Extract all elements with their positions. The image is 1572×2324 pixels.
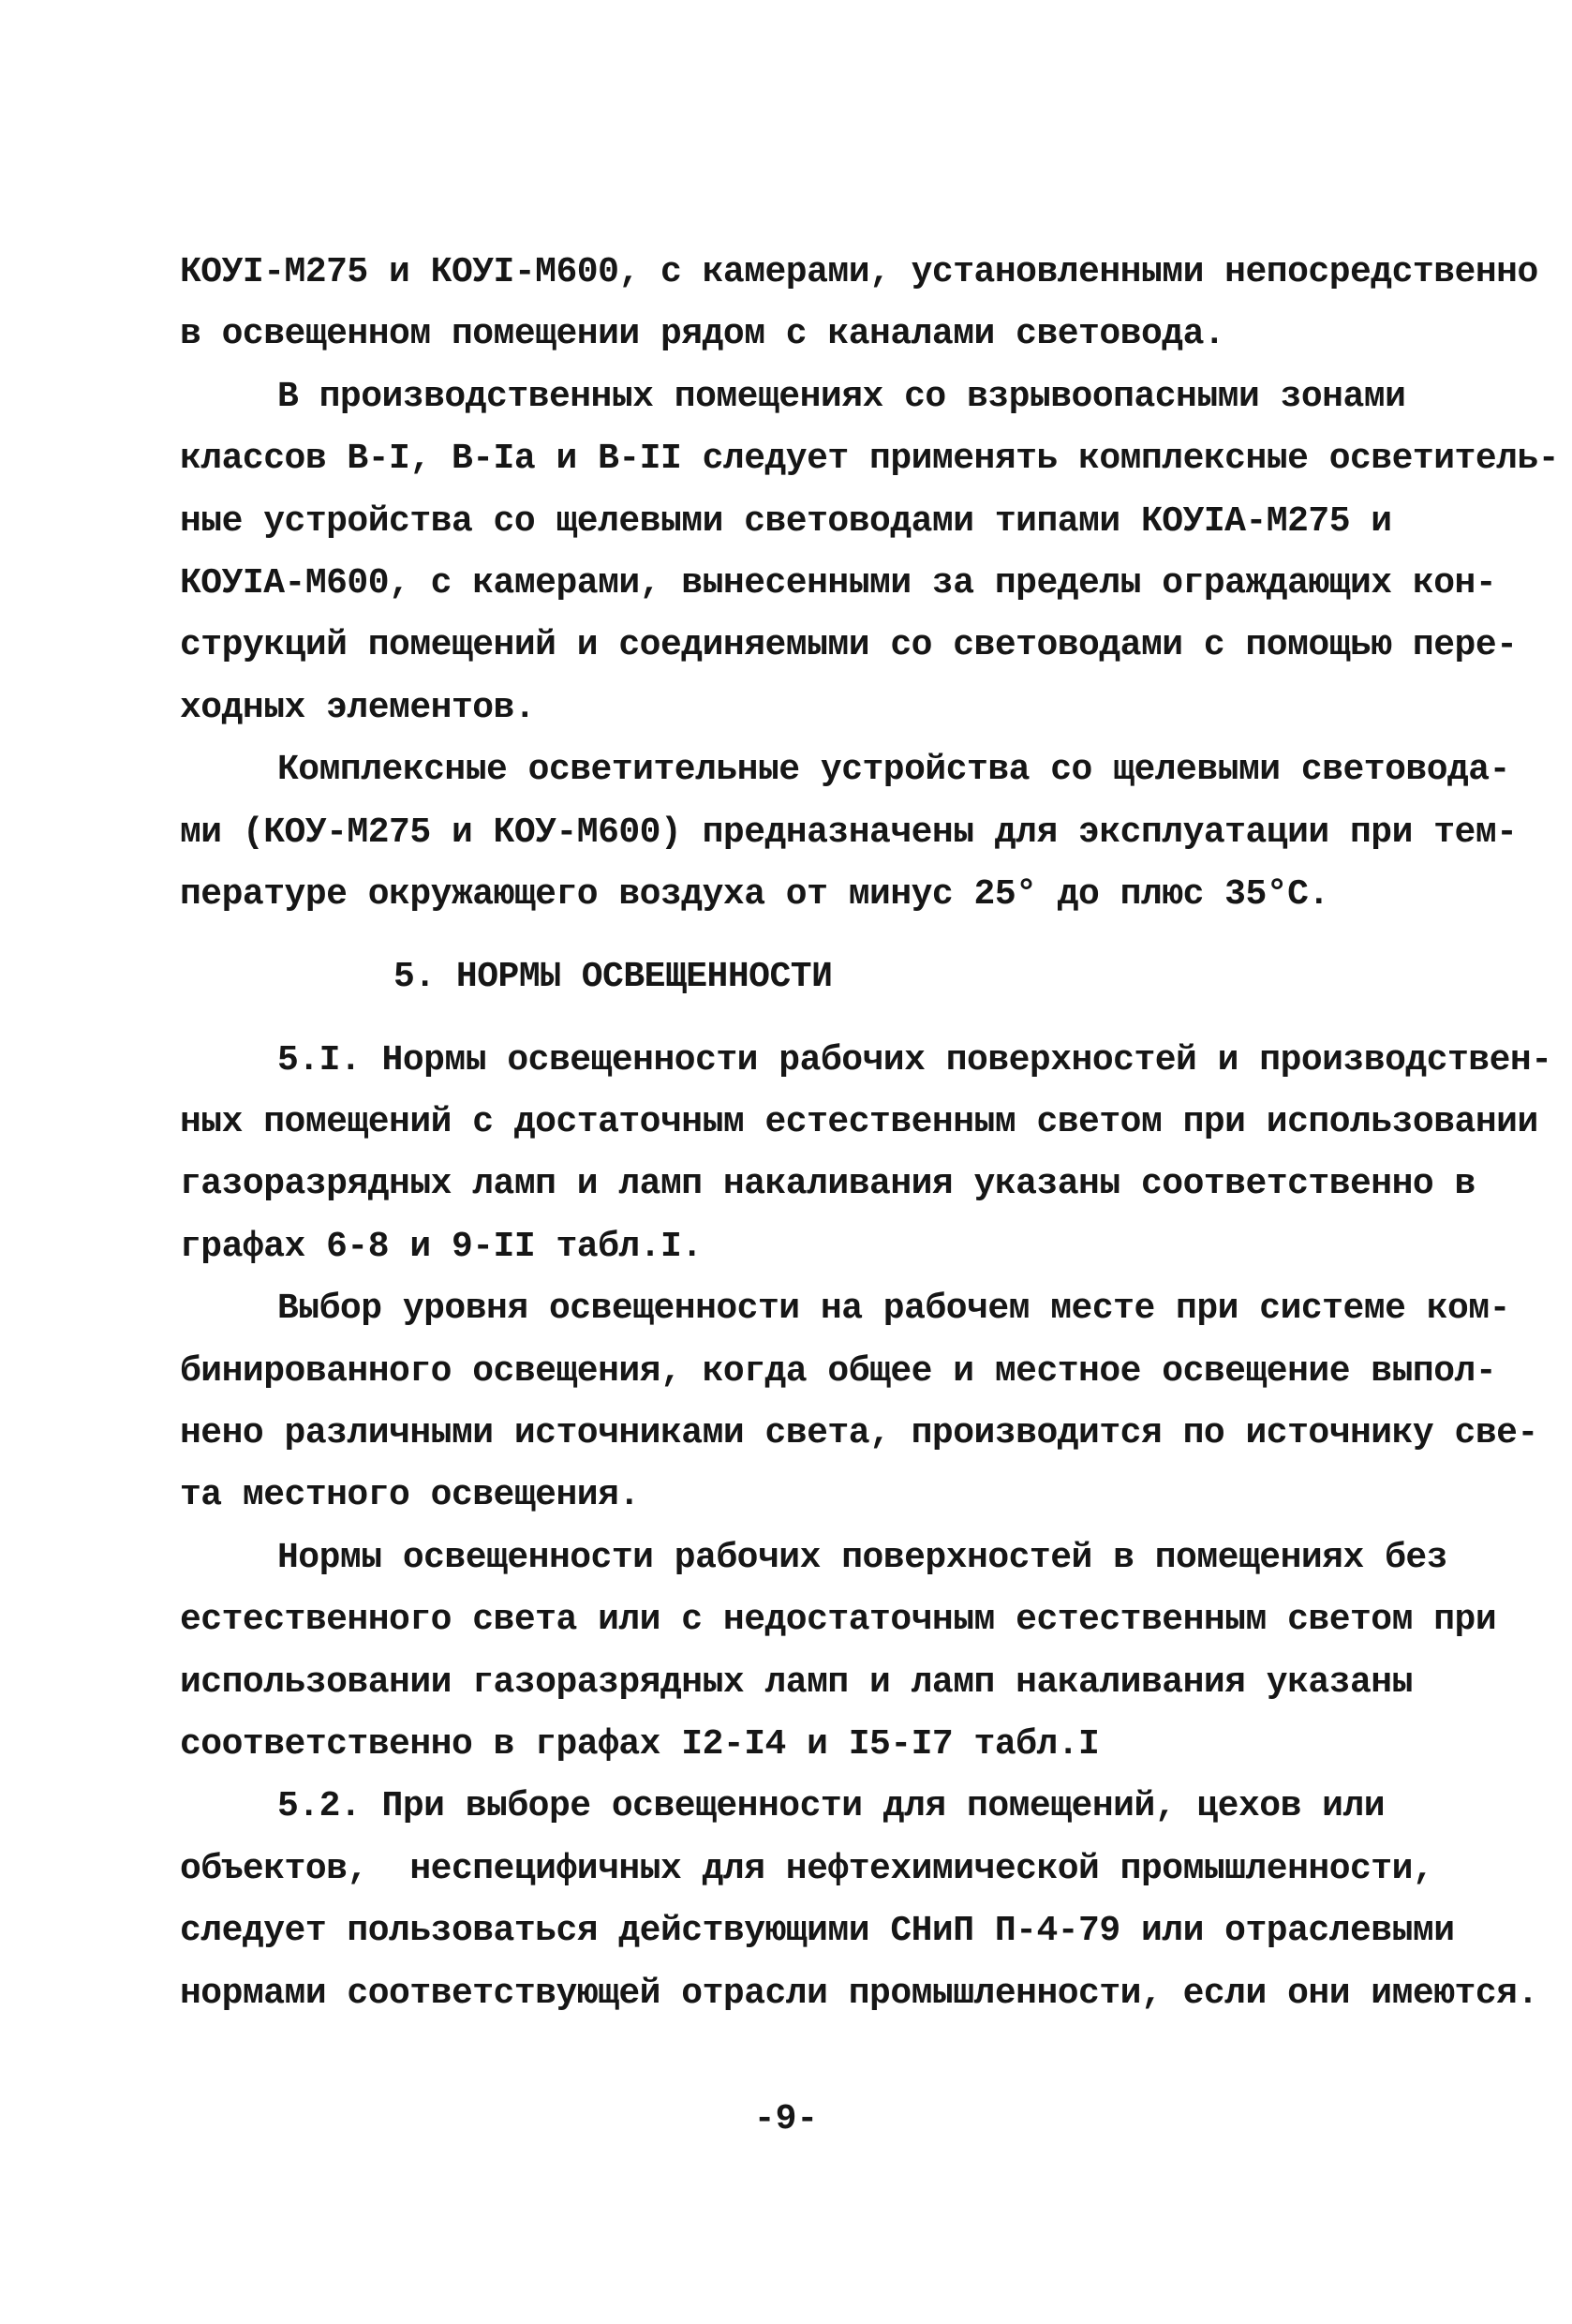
paragraph-operating-temperature: [180, 739, 1518, 926]
page-number: -9-: [753, 2099, 819, 2139]
text-line: классов В-I, В-Iа и В-II следует применять комплексные осветитель-: [180, 439, 1560, 480]
text-line: пературе окружающего воздуха от минус 25° до плюс 35°С.: [180, 873, 1329, 915]
text-line: соответственно в графах I2-I4 и I5-I7 табл.I: [180, 1723, 1100, 1765]
text-line: в освещенном помещении рядом с каналами световода.: [180, 314, 1225, 355]
text-line: объектов, неспецифичных для нефтехимической промышленности,: [180, 1848, 1434, 1889]
paragraph-5-1: [180, 1030, 1552, 1279]
text-line: та местного освещения.: [180, 1475, 640, 1516]
paragraph-explosion-zones: [180, 366, 1560, 739]
text-line: ми (КОУ-М275 и КОУ-М600) предназначены для эксплуатации при тем-: [180, 812, 1518, 853]
document-body: [180, 242, 1560, 2025]
text-line: ные устройства со щелевыми световодами типами КОУIА-М275 и: [180, 500, 1392, 542]
text-line: нено различными источниками света, производится по источнику све-: [180, 1413, 1538, 1454]
section-heading: 5. НОРМЫ ОСВЕЩЕННОСТИ: [393, 957, 833, 998]
text-line: естественного света или с недостаточным естественным светом при: [180, 1600, 1497, 1641]
text-line: струкций помещений и соединяемыми со световодами с помощью пере-: [180, 625, 1518, 666]
text-line: Нормы освещенности рабочих поверхностей в помещениях без: [277, 1537, 1448, 1578]
text-line: газоразрядных ламп и ламп накаливания указаны соответственно в: [180, 1164, 1476, 1205]
text-line: 5.2. При выборе освещенности для помещений, цехов или: [277, 1786, 1386, 1827]
text-line: использовании газоразрядных ламп и ламп накаливания указаны: [180, 1661, 1413, 1703]
text-line: бинированного освещения, когда общее и местное освещение выпол-: [180, 1350, 1497, 1392]
text-line: следует пользоваться действующими СНиП П-4-79 или отраслевыми: [180, 1911, 1455, 1952]
paragraph-5-2: [180, 1776, 1538, 2025]
paragraph-continuation: [180, 242, 1538, 366]
text-line: ных помещений с достаточным естественным светом при использовании: [180, 1102, 1538, 1143]
text-line: Комплексные осветительные устройства со щелевыми световода-: [277, 750, 1510, 791]
text-line: графах 6-8 и 9-II табл.I.: [180, 1226, 703, 1267]
paragraph-combined-lighting: [180, 1278, 1538, 1527]
text-line: ходных элементов.: [180, 687, 536, 728]
text-line: 5.I. Нормы освещенности рабочих поверхностей и производствен-: [277, 1039, 1552, 1080]
text-line: КОУI-М275 и КОУI-М600, с камерами, установленными непосредственно: [180, 252, 1538, 292]
text-line: Выбор уровня освещенности на рабочем месте при системе ком-: [277, 1289, 1510, 1330]
paragraph-no-natural-light: [180, 1527, 1497, 1777]
text-line: КОУIА-М600, с камерами, вынесенными за пределы ограждающих кон-: [180, 562, 1497, 603]
text-line: В производственных помещениях со взрывоопасными зонами: [277, 376, 1406, 417]
text-line: нормами соответствующей отрасли промышленности, если они имеются.: [180, 1973, 1538, 2014]
